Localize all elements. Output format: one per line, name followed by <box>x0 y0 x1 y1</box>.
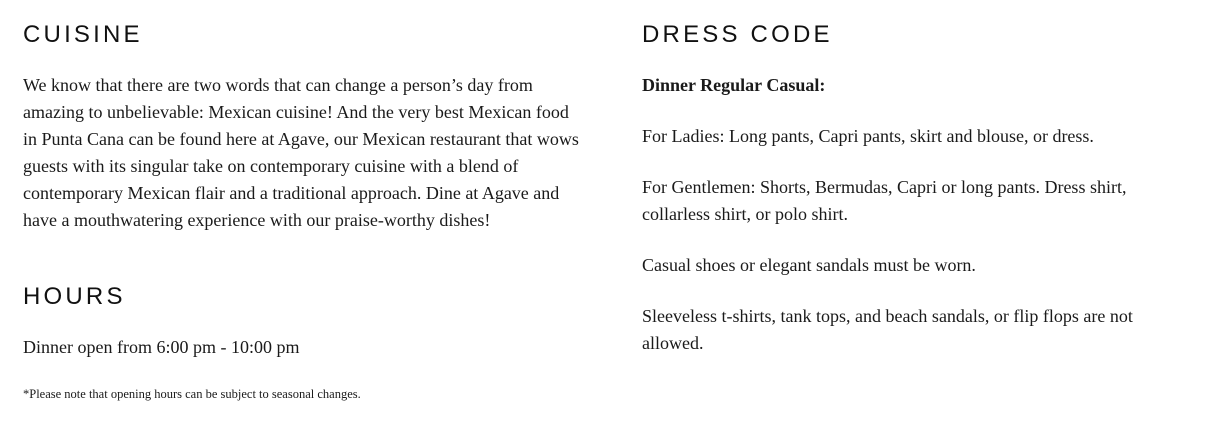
hours-heading: HOURS <box>23 283 126 310</box>
dress-code-heading: DRESS CODE <box>642 21 833 48</box>
dress-code-not-allowed: Sleeveless t-shirts, tank tops, and beach sandals, or flip flops are not allowed. <box>642 306 1133 353</box>
dress-code-ladies: For Ladies: Long pants, Capri pants, skirt and blouse, or dress. <box>642 126 1094 146</box>
cuisine-heading: CUISINE <box>23 21 143 48</box>
cuisine-description: We know that there are two words that can change a person’s day from amazing to unbelievable: Mexican cuisine! And the very best Mexican food in Punta Cana can be found here at Agave, our Mexican restaurant that wows guests with its singular take on contemporary cuisine with a blend of contemporary Mexican flair and a traditional approach. Dine at Agave and have a mouthwatering experience with our praise-worthy dishes! <box>23 75 579 230</box>
hours-text: Dinner open from 6:00 pm - 10:00 pm <box>23 337 300 357</box>
dress-code-gentlemen: For Gentlemen: Shorts, Bermudas, Capri or long pants. Dress shirt, collarless shirt, or polo shirt. <box>642 177 1127 224</box>
hours-note: *Please note that opening hours can be subject to seasonal changes. <box>23 387 361 401</box>
dress-code-subheading: Dinner Regular Casual: <box>642 75 826 95</box>
dress-code-shoes: Casual shoes or elegant sandals must be worn. <box>642 255 976 275</box>
